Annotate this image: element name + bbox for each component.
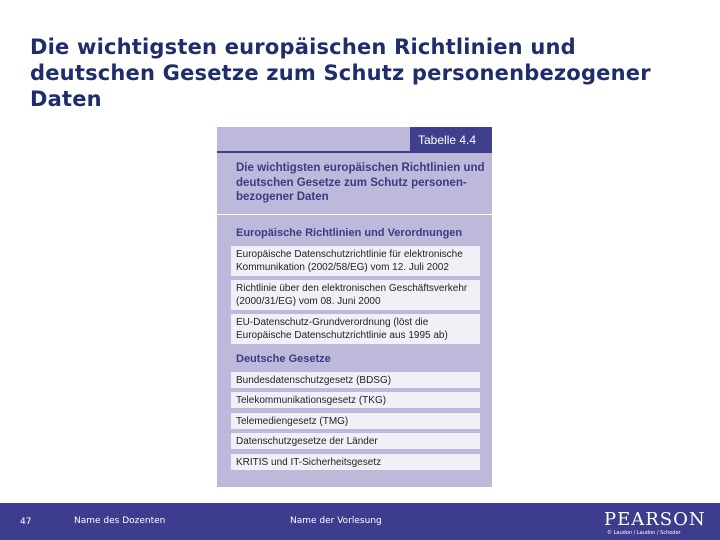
table-row: KRITIS und IT-Sicherheitsgesetz xyxy=(231,454,480,470)
table-figure xyxy=(217,127,492,487)
pearson-logo: PEARSON xyxy=(604,509,706,530)
table-row: Telekommunikationsgesetz (TKG) xyxy=(231,392,480,408)
lecturer-name: Name des Dozenten xyxy=(74,516,166,526)
section-heading-eu: Europäische Richtlinien und Verordnungen xyxy=(236,227,463,239)
caption-divider xyxy=(217,214,492,215)
table-number-tab: Tabelle 4.4 xyxy=(410,127,492,153)
footer-bar xyxy=(0,503,720,540)
table-row: EU-Datenschutz-Grundverordnung (löst die Europäische Datenschutzrichtlinie aus 1995 ab) xyxy=(231,314,480,344)
copyright-credit: © Laudon / Laudon / Schoder xyxy=(607,530,681,536)
section-heading-de: Deutsche Gesetze xyxy=(236,353,331,365)
table-row: Europäische Datenschutzrichtlinie für elektronische Kommunikation (2002/58/EG) vom 12. Juli 2002 xyxy=(231,246,480,276)
lecture-name: Name der Vorlesung xyxy=(290,516,382,526)
table-row: Telemediengesetz (TMG) xyxy=(231,413,480,429)
table-row: Richtlinie über den elektronischen Geschäftsverkehr (2000/31/EG) vom 08. Juni 2000 xyxy=(231,280,480,310)
table-row: Bundesdatenschutzgesetz (BDSG) xyxy=(231,372,480,388)
table-caption: Die wichtigsten europäischen Richtlinien und deutschen Gesetze zum Schutz personen-bezogener Daten xyxy=(236,162,485,203)
slide-title: Die wichtigsten europäischen Richtlinien und deutschen Gesetze zum Schutz personenbezogener Daten xyxy=(30,35,651,111)
table-row: Datenschutzgesetze der Länder xyxy=(231,433,480,449)
page-number: 47 xyxy=(20,517,32,527)
